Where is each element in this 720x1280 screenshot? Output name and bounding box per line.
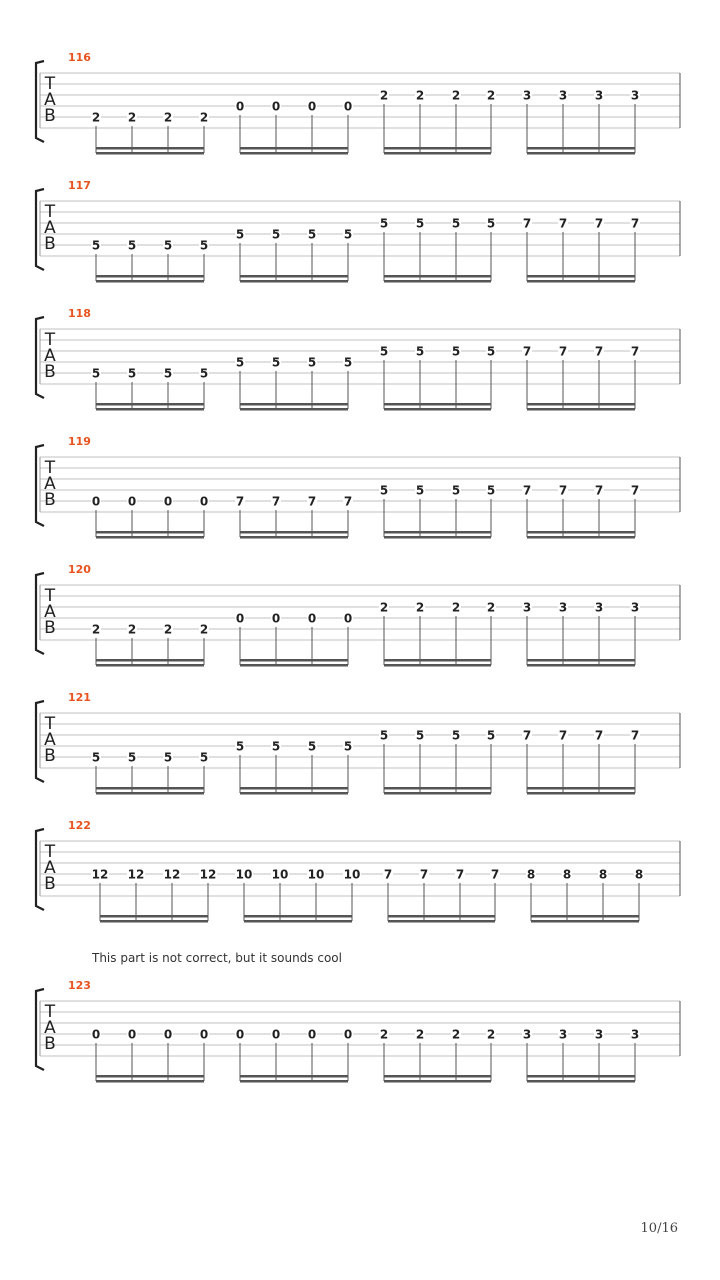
fret-number: 7 — [455, 867, 465, 882]
fret-number: 5 — [163, 750, 173, 765]
beam — [384, 1075, 491, 1078]
beam — [527, 147, 635, 150]
measure-number: 123 — [68, 979, 91, 992]
beam — [384, 152, 491, 155]
fret-number: 2 — [451, 600, 461, 615]
fret-number: 10 — [235, 867, 253, 882]
beam — [527, 1075, 635, 1078]
fret-number: 7 — [271, 494, 281, 509]
beam — [240, 792, 348, 795]
tab-clef-letter: A — [44, 90, 56, 110]
fret-number: 3 — [522, 600, 532, 615]
fret-number: 5 — [415, 216, 425, 231]
fret-number: 2 — [415, 1027, 425, 1042]
fret-number: 5 — [199, 750, 209, 765]
fret-number: 2 — [379, 600, 389, 615]
beam — [96, 403, 204, 406]
fret-number: 0 — [163, 1027, 173, 1042]
measure-118 — [36, 307, 680, 411]
measure-117 — [36, 179, 680, 283]
fret-number: 2 — [415, 600, 425, 615]
beam — [240, 664, 348, 667]
beam — [527, 275, 635, 278]
fret-number: 8 — [526, 867, 536, 882]
fret-number: 7 — [594, 344, 604, 359]
fret-number: 7 — [522, 344, 532, 359]
fret-number: 10 — [271, 867, 289, 882]
beam — [527, 408, 635, 411]
tab-clef-letter: A — [44, 602, 56, 622]
fret-number: 12 — [163, 867, 181, 882]
fret-number: 5 — [343, 739, 353, 754]
fret-number: 2 — [91, 110, 101, 125]
fret-number: 0 — [343, 1027, 353, 1042]
fret-number: 12 — [199, 867, 217, 882]
beam — [384, 787, 491, 790]
fret-number: 5 — [307, 739, 317, 754]
fret-number: 2 — [379, 88, 389, 103]
beam — [100, 920, 208, 923]
beam — [527, 152, 635, 155]
fret-number: 7 — [522, 483, 532, 498]
beam — [527, 536, 635, 539]
beam — [384, 403, 491, 406]
beam — [388, 920, 495, 923]
fret-number: 2 — [127, 622, 137, 637]
fret-number: 0 — [235, 1027, 245, 1042]
tab-clef-letter: T — [44, 714, 56, 734]
measure-number: 119 — [68, 435, 91, 448]
fret-number: 3 — [630, 600, 640, 615]
fret-number: 2 — [163, 622, 173, 637]
fret-number: 0 — [199, 494, 209, 509]
beam — [96, 664, 204, 667]
fret-number: 0 — [199, 1027, 209, 1042]
fret-number: 7 — [558, 728, 568, 743]
tab-clef-letter: B — [44, 234, 56, 254]
fret-number: 7 — [558, 483, 568, 498]
fret-number: 2 — [486, 88, 496, 103]
beam — [384, 659, 491, 662]
beam — [240, 152, 348, 155]
fret-number: 3 — [558, 600, 568, 615]
fret-number: 10 — [343, 867, 361, 882]
tab-clef-letter: A — [44, 346, 56, 366]
tab-clef-letter: T — [44, 330, 56, 350]
tab-clef-letter: B — [44, 362, 56, 382]
fret-number: 2 — [199, 622, 209, 637]
fret-number: 7 — [630, 216, 640, 231]
fret-number: 5 — [163, 366, 173, 381]
beam — [527, 792, 635, 795]
fret-number: 5 — [127, 238, 137, 253]
tab-clef-letter: B — [44, 746, 56, 766]
tab-clef-letter: A — [44, 218, 56, 238]
beam — [240, 1075, 348, 1078]
beam — [96, 275, 204, 278]
tab-clef-letter: A — [44, 1018, 56, 1038]
beam — [96, 280, 204, 283]
fret-number: 0 — [271, 1027, 281, 1042]
tab-clef-letter: B — [44, 106, 56, 126]
fret-number: 7 — [522, 728, 532, 743]
tab-clef-letter: T — [44, 842, 56, 862]
measure-120 — [36, 563, 680, 667]
fret-number: 5 — [415, 344, 425, 359]
beam — [96, 659, 204, 662]
beam — [96, 1075, 204, 1078]
fret-number: 3 — [594, 1027, 604, 1042]
fret-number: 0 — [271, 99, 281, 114]
beam — [527, 659, 635, 662]
beam — [96, 536, 204, 539]
beam — [384, 280, 491, 283]
beam — [527, 531, 635, 534]
beam — [384, 536, 491, 539]
fret-number: 2 — [486, 600, 496, 615]
beam — [384, 531, 491, 534]
fret-number: 0 — [235, 611, 245, 626]
fret-number: 2 — [127, 110, 137, 125]
fret-number: 5 — [379, 344, 389, 359]
fret-number: 0 — [235, 99, 245, 114]
tab-clef-letter: T — [44, 202, 56, 222]
fret-number: 2 — [199, 110, 209, 125]
beam — [100, 915, 208, 918]
fret-number: 5 — [163, 238, 173, 253]
annotation-text: This part is not correct, but it sounds cool — [92, 951, 342, 965]
tab-clef-letter: A — [44, 730, 56, 750]
fret-number: 8 — [634, 867, 644, 882]
beam — [96, 408, 204, 411]
fret-number: 7 — [594, 483, 604, 498]
fret-number: 5 — [271, 227, 281, 242]
beam — [244, 915, 352, 918]
beam — [384, 275, 491, 278]
fret-number: 7 — [490, 867, 500, 882]
fret-number: 3 — [558, 1027, 568, 1042]
fret-number: 5 — [307, 355, 317, 370]
beam — [388, 915, 495, 918]
fret-number: 2 — [415, 88, 425, 103]
beam — [531, 915, 639, 918]
fret-number: 0 — [127, 494, 137, 509]
fret-number: 5 — [415, 483, 425, 498]
beam — [240, 1080, 348, 1083]
fret-number: 2 — [163, 110, 173, 125]
fret-number: 5 — [451, 216, 461, 231]
fret-number: 7 — [558, 216, 568, 231]
fret-number: 5 — [451, 344, 461, 359]
fret-number: 0 — [163, 494, 173, 509]
measure-116 — [36, 51, 680, 155]
fret-number: 0 — [91, 1027, 101, 1042]
tab-clef-letter: T — [44, 458, 56, 478]
fret-number: 2 — [91, 622, 101, 637]
fret-number: 7 — [594, 216, 604, 231]
beam — [240, 531, 348, 534]
fret-number: 5 — [91, 238, 101, 253]
tab-clef-letter: B — [44, 1034, 56, 1054]
beam — [96, 787, 204, 790]
fret-number: 5 — [235, 355, 245, 370]
fret-number: 5 — [235, 227, 245, 242]
beam — [384, 147, 491, 150]
fret-number: 0 — [307, 611, 317, 626]
page-number: 10/16 — [640, 1221, 678, 1236]
beam — [527, 664, 635, 667]
fret-number: 5 — [451, 483, 461, 498]
beam — [240, 536, 348, 539]
fret-number: 7 — [630, 728, 640, 743]
fret-number: 3 — [630, 1027, 640, 1042]
fret-number: 8 — [562, 867, 572, 882]
beam — [96, 792, 204, 795]
measure-119 — [36, 435, 680, 539]
fret-number: 5 — [127, 366, 137, 381]
beam — [240, 147, 348, 150]
fret-number: 5 — [199, 366, 209, 381]
beam — [531, 920, 639, 923]
beam — [96, 147, 204, 150]
fret-number: 2 — [379, 1027, 389, 1042]
measure-121 — [36, 691, 680, 795]
fret-number: 10 — [307, 867, 325, 882]
fret-number: 0 — [343, 99, 353, 114]
beam — [240, 280, 348, 283]
fret-number: 3 — [630, 88, 640, 103]
fret-number: 8 — [598, 867, 608, 882]
beam — [240, 275, 348, 278]
fret-number: 5 — [271, 355, 281, 370]
fret-number: 0 — [307, 1027, 317, 1042]
fret-number: 12 — [91, 867, 109, 882]
fret-number: 5 — [451, 728, 461, 743]
measure-number: 116 — [68, 51, 91, 64]
fret-number: 7 — [383, 867, 393, 882]
fret-number: 7 — [558, 344, 568, 359]
fret-number: 5 — [415, 728, 425, 743]
fret-number: 0 — [307, 99, 317, 114]
fret-number: 7 — [594, 728, 604, 743]
tab-clef-letter: A — [44, 858, 56, 878]
beam — [384, 664, 491, 667]
beam — [384, 1080, 491, 1083]
fret-number: 3 — [594, 600, 604, 615]
beam — [96, 531, 204, 534]
beam — [240, 787, 348, 790]
beam — [96, 152, 204, 155]
beam — [96, 1080, 204, 1083]
measure-122 — [36, 819, 680, 923]
fret-number: 3 — [594, 88, 604, 103]
fret-number: 0 — [271, 611, 281, 626]
fret-number: 12 — [127, 867, 145, 882]
fret-number: 0 — [91, 494, 101, 509]
fret-number: 5 — [486, 216, 496, 231]
fret-number: 2 — [451, 1027, 461, 1042]
fret-number: 5 — [486, 344, 496, 359]
beam — [527, 1080, 635, 1083]
measure-number: 118 — [68, 307, 91, 320]
tab-clef-letter: T — [44, 74, 56, 94]
fret-number: 5 — [379, 216, 389, 231]
fret-number: 0 — [127, 1027, 137, 1042]
tab-clef-letter: A — [44, 474, 56, 494]
fret-number: 7 — [522, 216, 532, 231]
measure-number: 117 — [68, 179, 91, 192]
tab-clef-letter: B — [44, 618, 56, 638]
fret-number: 5 — [307, 227, 317, 242]
beam — [240, 403, 348, 406]
measure-number: 120 — [68, 563, 91, 576]
fret-number: 0 — [343, 611, 353, 626]
measure-number: 121 — [68, 691, 91, 704]
measure-123 — [36, 979, 680, 1083]
beam — [384, 792, 491, 795]
beam — [527, 403, 635, 406]
beam — [240, 659, 348, 662]
fret-number: 5 — [343, 227, 353, 242]
beam — [527, 280, 635, 283]
fret-number: 5 — [91, 750, 101, 765]
beam — [244, 920, 352, 923]
beam — [240, 408, 348, 411]
fret-number: 2 — [451, 88, 461, 103]
beam — [527, 787, 635, 790]
beam — [384, 408, 491, 411]
tab-clef-letter: B — [44, 874, 56, 894]
fret-number: 2 — [486, 1027, 496, 1042]
fret-number: 5 — [486, 728, 496, 743]
fret-number: 5 — [343, 355, 353, 370]
fret-number: 7 — [307, 494, 317, 509]
fret-number: 5 — [127, 750, 137, 765]
fret-number: 7 — [343, 494, 353, 509]
fret-number: 7 — [630, 483, 640, 498]
fret-number: 5 — [379, 483, 389, 498]
fret-number: 5 — [486, 483, 496, 498]
fret-number: 7 — [630, 344, 640, 359]
fret-number: 5 — [271, 739, 281, 754]
fret-number: 3 — [522, 88, 532, 103]
measure-number: 122 — [68, 819, 91, 832]
fret-number: 5 — [235, 739, 245, 754]
fret-number: 7 — [419, 867, 429, 882]
tab-clef-letter: B — [44, 490, 56, 510]
fret-number: 3 — [558, 88, 568, 103]
fret-number: 5 — [91, 366, 101, 381]
tab-clef-letter: T — [44, 586, 56, 606]
fret-number: 5 — [379, 728, 389, 743]
fret-number: 3 — [522, 1027, 532, 1042]
tab-clef-letter: T — [44, 1002, 56, 1022]
fret-number: 5 — [199, 238, 209, 253]
fret-number: 7 — [235, 494, 245, 509]
